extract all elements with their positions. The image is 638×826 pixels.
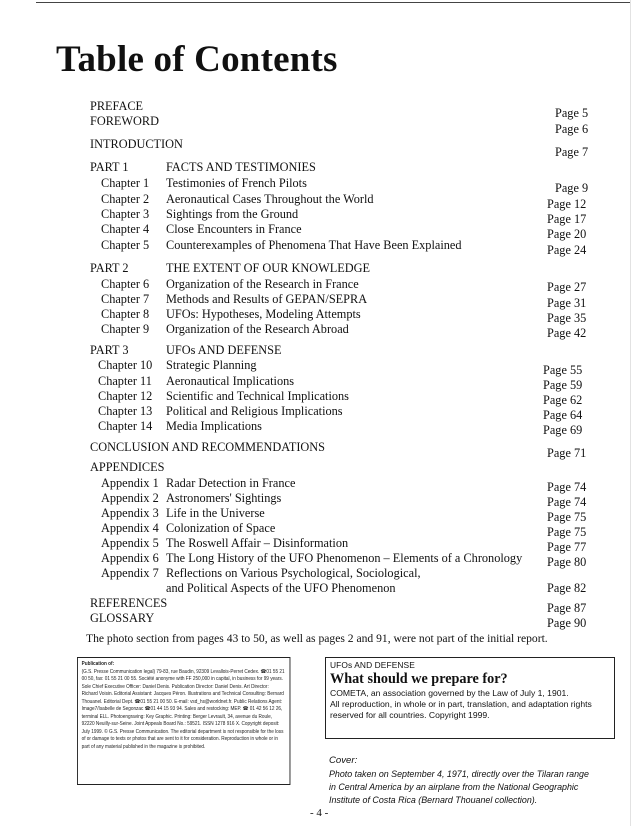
- toc-chapter-title: Sightings from the Ground: [166, 207, 299, 221]
- toc-chapter-title: Testimonies of French Pilots: [166, 176, 307, 190]
- toc-appendix-page: Page 82: [547, 581, 587, 595]
- issue-info-line: reserved for all countries. Copyright 1999.: [330, 710, 490, 720]
- toc-introduction-page: Page 7: [555, 145, 589, 159]
- toc-chapter-title: UFOs: Hypotheses, Modeling Attempts: [166, 307, 361, 321]
- toc-appendix-num: Appendix 6: [101, 551, 159, 565]
- toc-appendix-num: Appendix 4: [101, 521, 159, 535]
- toc-appendix-title: Life in the Universe: [166, 506, 265, 520]
- toc-chapter-page: Page 42: [547, 326, 587, 340]
- toc-part-heading: THE EXTENT OF OUR KNOWLEDGE: [166, 261, 371, 275]
- toc-chapter-num: Chapter 9: [101, 322, 150, 336]
- toc-chapter-title: Aeronautical Implications: [166, 374, 295, 388]
- toc-chapter-num: Chapter 6: [101, 277, 150, 291]
- toc-chapter-title: Political and Religious Implications: [166, 404, 343, 418]
- cover-caption-line: Photo taken on September 4, 1971, directly over the Tilaran range: [329, 769, 589, 779]
- toc-appendix-page: Page 75: [547, 510, 587, 524]
- toc-appendix-title: The Long History of the UFO Phenomenon – Elements of a Chronology: [166, 551, 523, 565]
- issue-series-label: UFOs AND DEFENSE: [330, 660, 415, 670]
- toc-chapter-num: Chapter 1: [101, 176, 150, 190]
- toc-foreword-label: FOREWORD: [90, 114, 160, 128]
- toc-chapter-page: Page 62: [543, 393, 583, 407]
- toc-chapter-title: Aeronautical Cases Throughout the World: [166, 192, 374, 206]
- page-edge: [630, 0, 631, 826]
- toc-part-label: PART 1: [90, 160, 129, 174]
- toc-preface-label: PREFACE: [90, 99, 144, 113]
- toc-appendix-page: Page 74: [547, 495, 587, 509]
- toc-appendix-title: Astronomers' Sightings: [166, 491, 282, 505]
- toc-appendix-title: Radar Detection in France: [166, 476, 296, 490]
- toc-chapter-title: Counterexamples of Phenomena That Have Been Explained: [166, 238, 462, 252]
- toc-chapter-num: Chapter 10: [98, 358, 153, 372]
- toc-chapter-num: Chapter 4: [101, 222, 150, 236]
- toc-chapter-page: Page 31: [547, 296, 587, 310]
- cover-label: Cover:: [329, 755, 358, 766]
- toc-chapter-page: Page 64: [543, 408, 583, 422]
- toc-part-label: PART 3: [90, 343, 129, 357]
- toc-conclusion-page: Page 71: [547, 446, 587, 460]
- toc-chapter-num: Chapter 12: [98, 389, 153, 403]
- publication-text: (G.S. Presse Communication legal) 79-83, rue Baudin, 92309 Levallois-Perret Cedex. ☎01 55 21 00 50, fax: 01 55 21 00 55. Société anonyme with FF 250,000 in capital, in business for 99 years. Sole Chief Executive Officer: Daniel Denis. Publication Director: Daniel Denis. Art Director: Richard Voisin. Editorial Assistant: Jacques Péron. Illustrations and Technical Consulting: Bernard Thouanel. Editorial Dept. ☎01 55 21 00 50. E-mail: vsd_hs@worldnet.fr. Public Relations Agent: Image7/Isabelle de Segonzac ☎01 44 15 93 94. Sales and restocking: MEP. ☎ 01 42 56 12 26, terminal ELL. Photoengraving: Key Graphic. Printing: Berger Levrault, 34, avenue du Roule, 92220 Neuilly-sur-Seine. Joint Appeals Board No.: 59521. ISSN 1278 916 X. Copyright deposit: July 1999. © G.S. Presse Communication. The editorial department is not responsible for the loss of or damage to texts or photos that are sent to it for consideration. Reproduction in whole or in part of any material published in the magazine is prohibited.: [81, 668, 285, 750]
- toc-introduction-label: INTRODUCTION: [90, 137, 183, 151]
- toc-chapter-num: Chapter 5: [101, 238, 150, 252]
- toc-chapter-page: Page 17: [547, 212, 587, 226]
- toc-foreword-page: Page 6: [555, 122, 589, 136]
- toc-chapter-num: Chapter 11: [98, 374, 152, 388]
- toc-chapter-title: Scientific and Technical Implications: [166, 389, 349, 403]
- publication-title: Publication of:: [81, 661, 115, 667]
- toc-conclusion-label: CONCLUSION AND RECOMMENDATIONS: [90, 440, 326, 454]
- toc-appendix-title: The Roswell Affair – Disinformation: [166, 536, 349, 550]
- toc-appendix-num: Appendix 1: [101, 476, 159, 490]
- toc-chapter-page: Page 69: [543, 423, 583, 437]
- page-title: Table of Contents: [56, 39, 338, 80]
- toc-part-heading: UFOs AND DEFENSE: [166, 343, 282, 357]
- cover-caption-line: Institute of Costa Rica (Bernard Thouanel collection).: [329, 795, 538, 805]
- toc-chapter-num: Chapter 3: [101, 207, 150, 221]
- toc-chapter-title: Strategic Planning: [166, 358, 257, 372]
- toc-appendix-num: Appendix 3: [101, 506, 159, 520]
- toc-chapter-page: Page 24: [547, 243, 587, 257]
- issue-info-box: [325, 657, 615, 739]
- toc-chapter-page: Page 9: [555, 181, 589, 195]
- toc-chapter-title: Media Implications: [166, 419, 262, 433]
- toc-appendix-num: Appendix 2: [101, 491, 159, 505]
- top-rule: [36, 2, 630, 3]
- toc-glossary-label: GLOSSARY: [90, 611, 155, 625]
- toc-part-label: PART 2: [90, 261, 129, 275]
- issue-info-line: COMETA, an association governed by the Law of July 1, 1901.: [330, 688, 569, 698]
- toc-references-label: REFERENCES: [90, 596, 168, 610]
- toc-appendices-label: APPENDICES: [90, 460, 165, 474]
- toc-chapter-page: Page 59: [543, 378, 583, 392]
- toc-chapter-num: Chapter 2: [101, 192, 150, 206]
- toc-appendix-title-continued: and Political Aspects of the UFO Phenomenon: [166, 581, 396, 595]
- toc-references-page: Page 87: [547, 601, 587, 615]
- toc-chapter-num: Chapter 8: [101, 307, 150, 321]
- page-number: - 4 -: [310, 807, 329, 819]
- toc-appendix-page: Page 75: [547, 525, 587, 539]
- issue-info-line: All reproduction, in whole or in part, translation, and adaptation rights: [330, 699, 592, 709]
- publication-box: [77, 657, 290, 785]
- toc-chapter-page: Page 35: [547, 311, 587, 325]
- toc-chapter-title: Organization of the Research in France: [166, 277, 359, 291]
- toc-chapter-title: Methods and Results of GEPAN/SEPRA: [166, 292, 368, 306]
- toc-chapter-page: Page 55: [543, 363, 583, 377]
- toc-chapter-num: Chapter 7: [101, 292, 150, 306]
- toc-chapter-title: Close Encounters in France: [166, 222, 302, 236]
- photo-section-note: The photo section from pages 43 to 50, as well as pages 2 and 91, were not part of the initial report.: [86, 632, 548, 645]
- issue-title: What should we prepare for?: [330, 671, 508, 687]
- toc-preface-page: Page 5: [555, 106, 589, 120]
- toc-chapter-page: Page 20: [547, 227, 587, 241]
- toc-chapter-page: Page 27: [547, 280, 587, 294]
- toc-appendix-title: Reflections on Various Psychological, Sociological,: [166, 566, 421, 580]
- toc-appendix-title: Colonization of Space: [166, 521, 276, 535]
- toc-appendix-page: Page 74: [547, 480, 587, 494]
- toc-chapter-page: Page 12: [547, 197, 587, 211]
- toc-chapter-num: Chapter 14: [98, 419, 153, 433]
- toc-appendix-page: Page 80: [547, 555, 587, 569]
- toc-chapter-title: Organization of the Research Abroad: [166, 322, 349, 336]
- toc-glossary-page: Page 90: [547, 616, 587, 630]
- toc-part-heading: FACTS AND TESTIMONIES: [166, 160, 316, 174]
- toc-appendix-num: Appendix 5: [101, 536, 159, 550]
- toc-appendix-page: Page 77: [547, 540, 587, 554]
- toc-appendix-num: Appendix 7: [101, 566, 159, 580]
- cover-caption-line: in Central America by an airplane from the National Geographic: [329, 782, 579, 792]
- toc-chapter-num: Chapter 13: [98, 404, 153, 418]
